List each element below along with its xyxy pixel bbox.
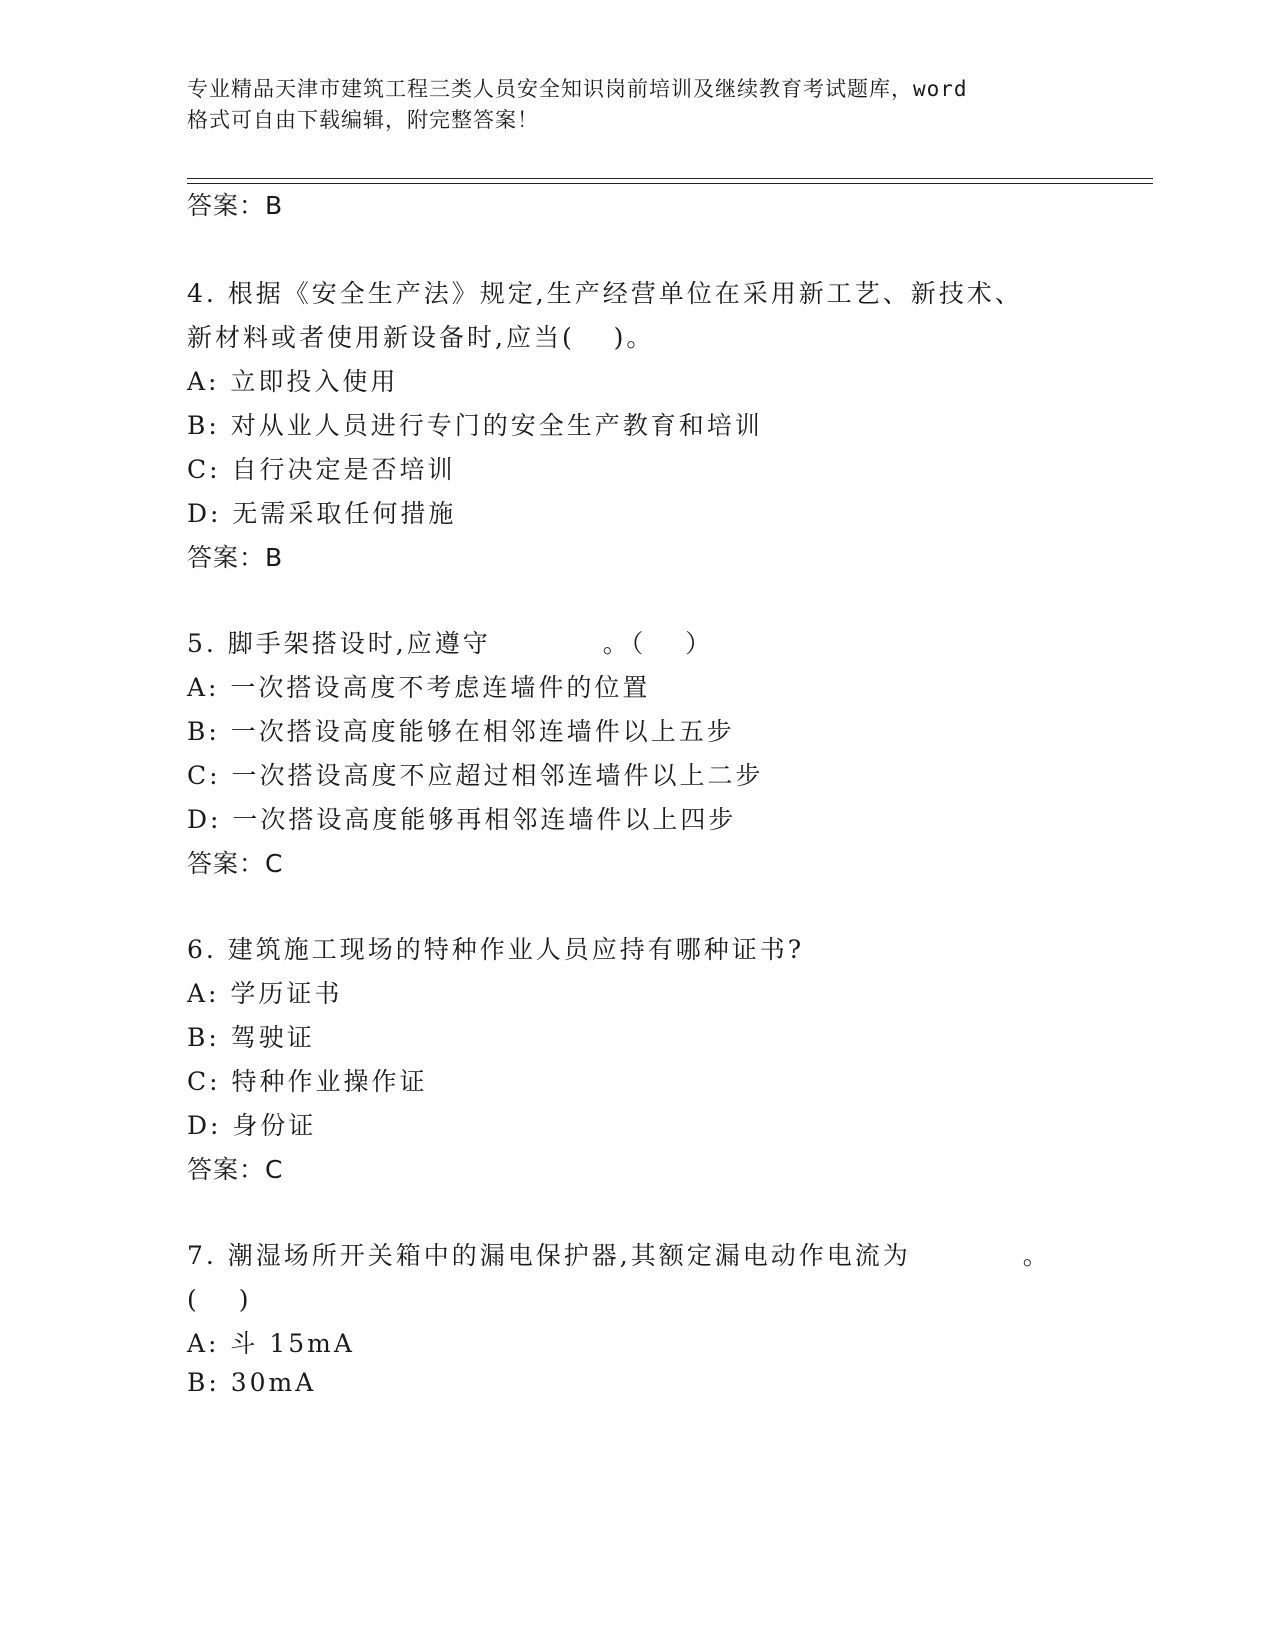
q6-option-a: A: 学历证书 — [187, 979, 343, 1008]
q6-answer: 答案：C — [187, 1155, 284, 1184]
previous-answer: 答案：B — [187, 191, 284, 220]
q5-option-a: A: 一次搭设高度不考虑连墙件的位置 — [187, 673, 651, 702]
q6-option-c: C: 特种作业操作证 — [187, 1067, 428, 1096]
q7-stem-line-1: 7. 潮湿场所开关箱中的漏电保护器,其额定漏电动作电流为 。 — [187, 1241, 1051, 1270]
document-header — [187, 74, 1067, 136]
q5-answer: 答案：C — [187, 849, 284, 878]
header-divider-bottom — [187, 183, 1153, 184]
q7-stem-line-2: ( ) — [187, 1285, 252, 1314]
q7-option-a: A: 斗 15mA — [187, 1329, 355, 1358]
q4-option-a: A: 立即投入使用 — [187, 367, 399, 396]
q4-option-b: B: 对从业人员进行专门的安全生产教育和培训 — [187, 411, 763, 440]
q4-option-c: C: 自行决定是否培训 — [187, 455, 456, 484]
q4-option-d: D: 无需采取任何措施 — [187, 499, 457, 528]
q5-stem: 5. 脚手架搭设时,应遵守 。（ ） — [187, 629, 714, 658]
q5-option-c: C: 一次搭设高度不应超过相邻连墙件以上二步 — [187, 761, 764, 790]
header-divider-top — [187, 178, 1153, 179]
q6-option-b: B: 驾驶证 — [187, 1023, 315, 1052]
header-line-2: 格式可自由下载编辑，附完整答案！ — [187, 108, 539, 132]
q4-answer: 答案：B — [187, 543, 284, 572]
q6-option-d: D: 身份证 — [187, 1111, 317, 1140]
q4-stem-line-1: 4. 根据《安全生产法》规定,生产经营单位在采用新工艺、新技术、 — [187, 279, 1023, 308]
header-line-1: 专业精品天津市建筑工程三类人员安全知识岗前培训及继续教育考试题库，word — [187, 77, 968, 101]
q7-option-b: B: 30mA — [187, 1368, 317, 1397]
q5-option-b: B: 一次搭设高度能够在相邻连墙件以上五步 — [187, 717, 735, 746]
q4-stem-line-2: 新材料或者使用新设备时,应当( )。 — [187, 323, 655, 352]
q5-option-d: D: 一次搭设高度能够再相邻连墙件以上四步 — [187, 805, 737, 834]
q6-stem: 6. 建筑施工现场的特种作业人员应持有哪种证书? — [187, 935, 805, 964]
